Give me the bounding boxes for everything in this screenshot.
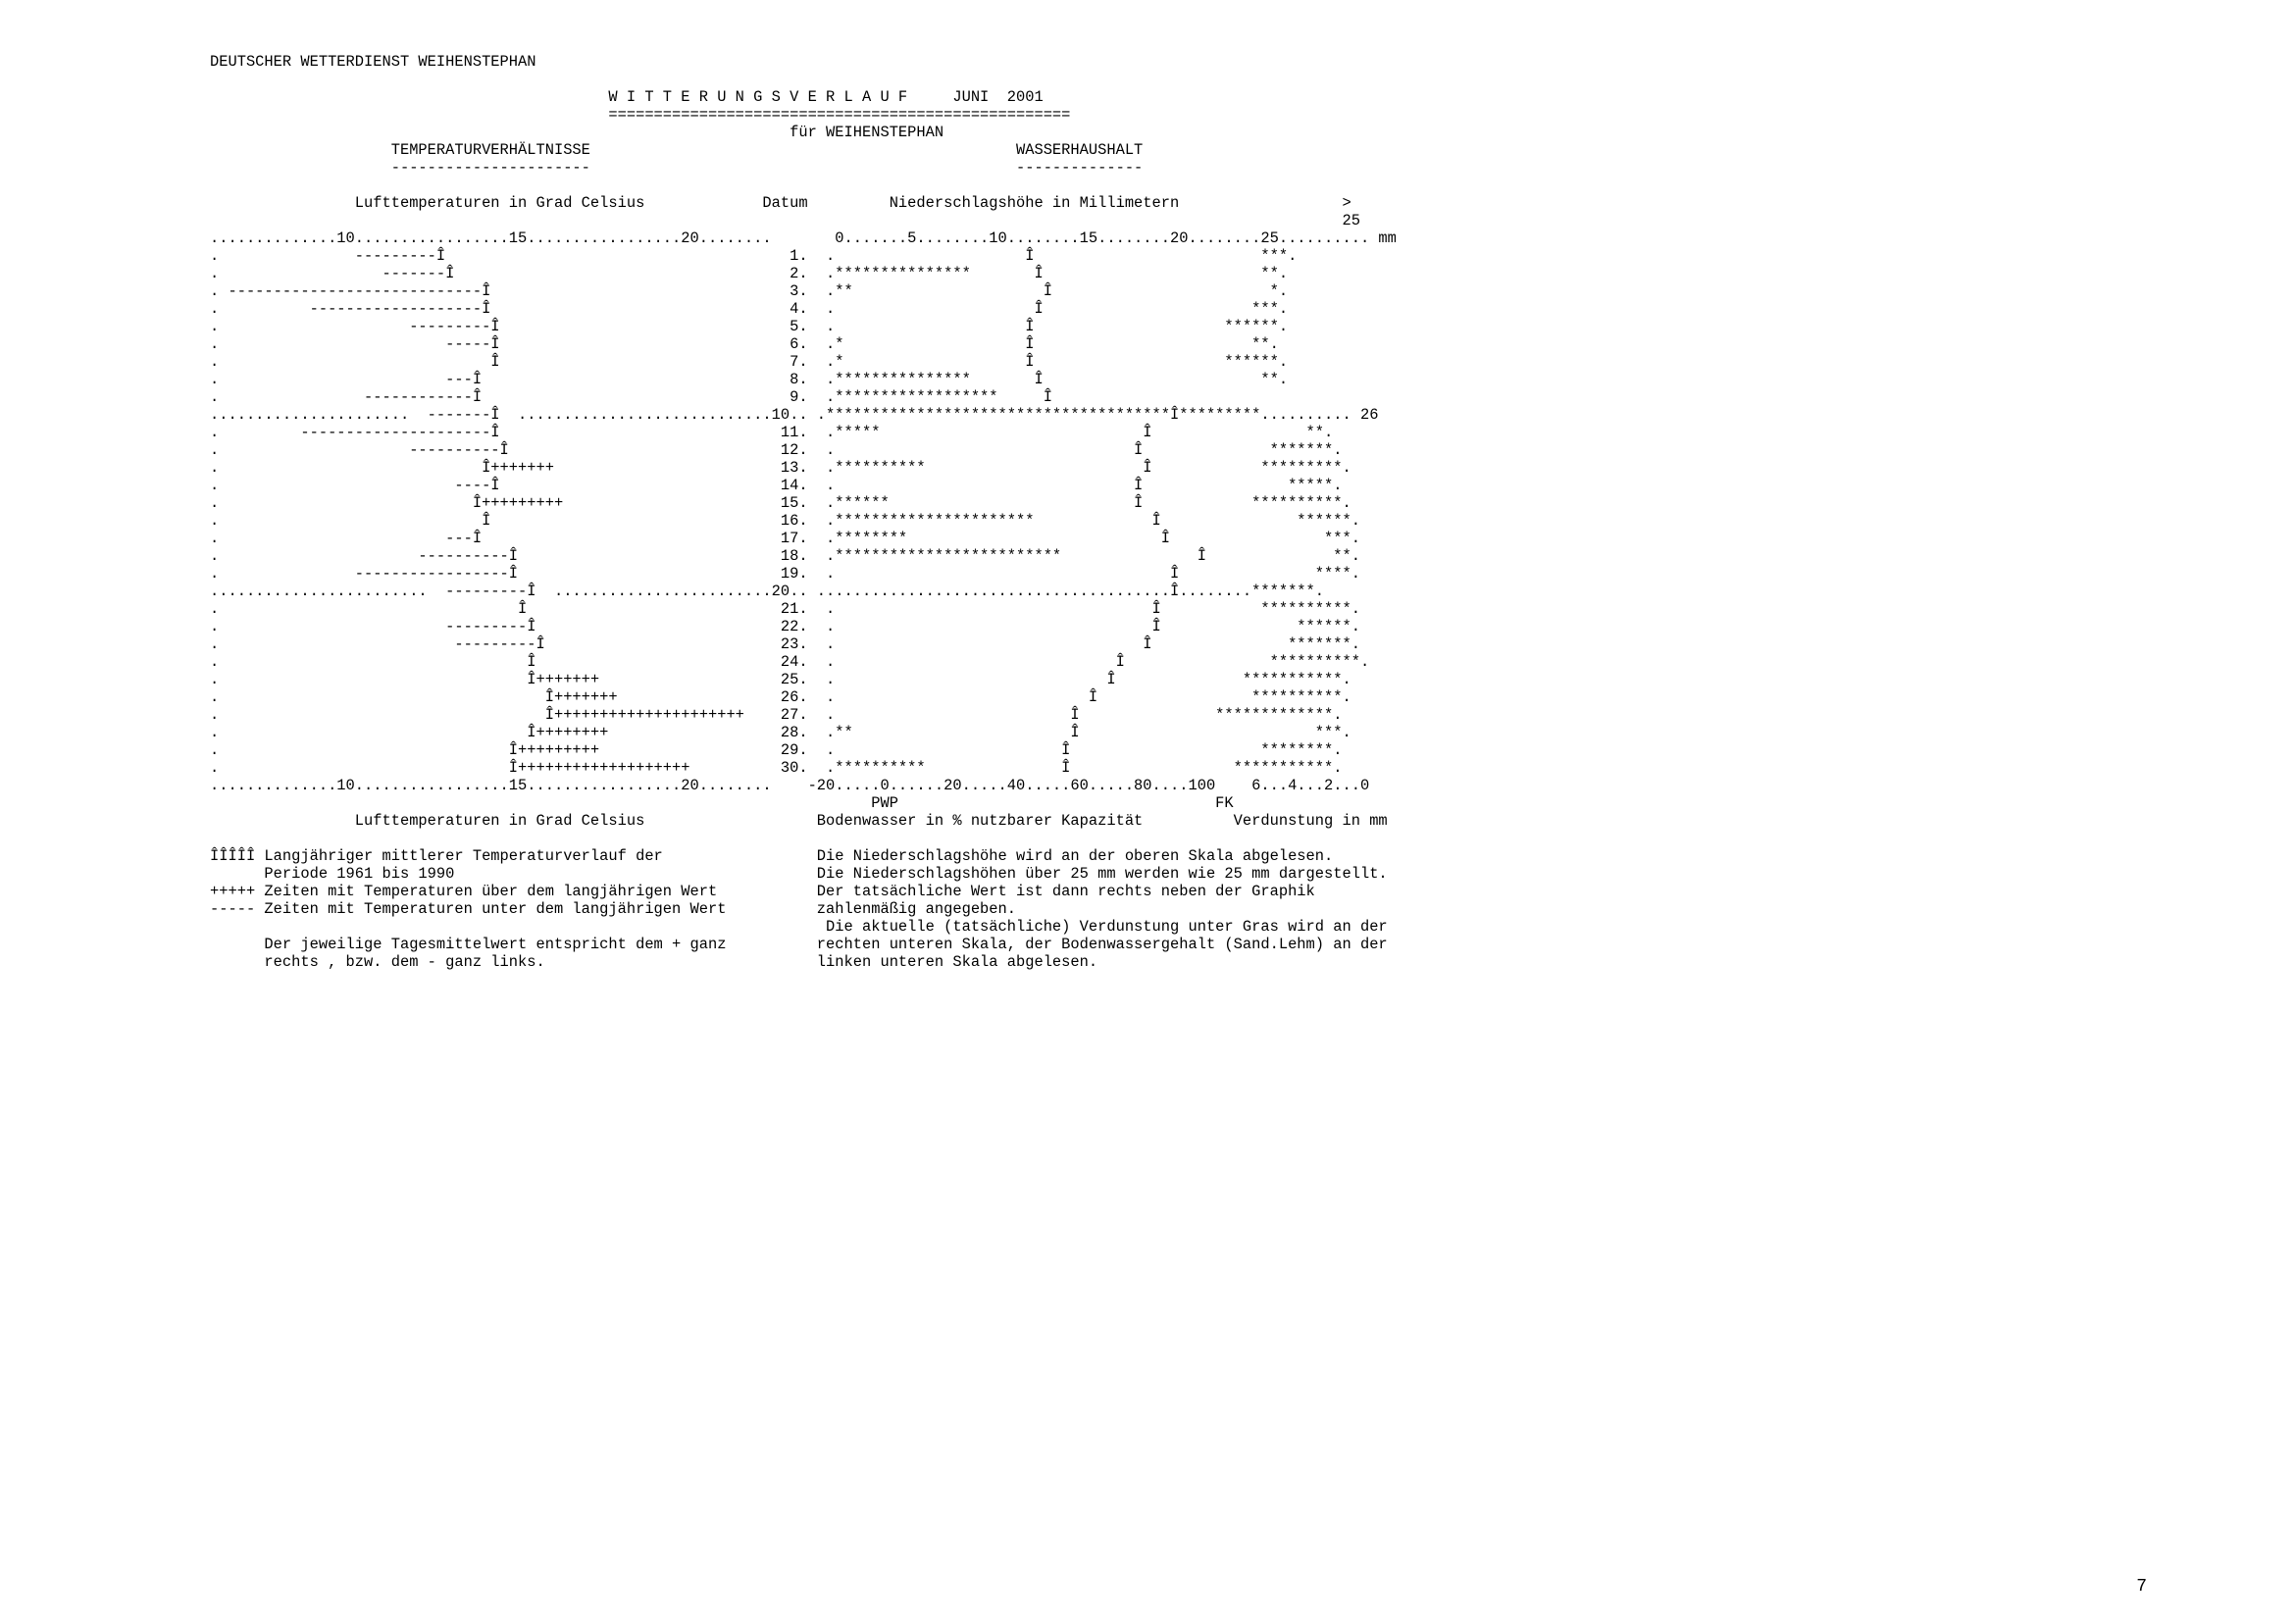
report-line: . ---Î 8. .*************** Î **. [210,371,1289,388]
report-line: . Î+++++++ 13. .********** Î *********. [210,459,1351,477]
report-line: ...................... -------Î ............................10.. .**************************************Î*********.......... 26 [210,406,1379,424]
report-line: Die aktuelle (tatsächliche) Verdunstung unter Gras wird an der [210,918,1388,936]
report-line: . ---------Î 23. . Î *******. [210,635,1360,653]
report-line: ..............10.................15.................20........ -20.....0......20.....40.....60.....80....100 6...4...2...0 [210,777,1370,794]
report-line: . -----------------Î 19. . Î ****. [210,565,1360,583]
report-line: ..............10.................15.................20........ 0.......5........10........15........20........25.......... mm [210,229,1397,247]
report-line: ----- Zeiten mit Temperaturen unter dem langjährigen Wert zahlenmäßig angegeben. [210,900,1016,918]
report-line: . ------------Î 9. .****************** Î [210,388,1052,406]
report-line: . Î+++++++++ 29. . Î ********. [210,741,1343,759]
report-line: ÎÎÎÎÎ Langjähriger mittlerer Temperaturverlauf der Die Niederschlagshöhe wird an der oberen Skala abgelesen. [210,847,1334,865]
report-line: rechts , bzw. dem - ganz links. linken unteren Skala abgelesen. [210,953,1098,971]
report-line: Periode 1961 bis 1990 Die Niederschlagshöhen über 25 mm werden wie 25 mm dargestellt. [210,865,1388,883]
report-line: W I T T E R U N G S V E R L A U F JUNI 2001 [210,88,1044,106]
report-line: . Î 24. . Î **********. [210,653,1370,671]
report-line: PWP FK [210,794,1234,812]
report-header: DEUTSCHER WETTERDIENST WEIHENSTEPHAN [210,53,536,71]
report-line: =================================================== [210,106,1071,124]
report-line: 25 [210,212,1360,229]
report-line: . ---Î 17. .******** Î ***. [210,530,1360,547]
report-line: . Î+++++++ 26. . Î **********. [210,688,1351,706]
report-line: ---------------------- -------------- [210,159,1144,177]
report-line: +++++ Zeiten mit Temperaturen über dem langjährigen Wert Der tatsächliche Wert ist dann rechts neben der Graphik [210,883,1315,900]
report-line: . ----------Î 18. .************************* Î **. [210,547,1360,565]
report-line: . -----Î 6. .* Î **. [210,335,1279,353]
report-line: . -------------------Î 4. . Î ***. [210,300,1289,318]
report-line: . ----Î 14. . Î *****. [210,477,1343,494]
report-line: . Î+++++++++++++++++++++ 27. . Î *************. [210,706,1343,724]
report-line: . ---------Î 1. . Î ***. [210,247,1298,265]
report-line: . ----------Î 12. . Î *******. [210,441,1343,459]
report-line: . -------Î 2. .*************** Î **. [210,265,1289,282]
report-line: . Î++++++++ 28. .** Î ***. [210,724,1351,741]
report-line: . Î 7. .* Î ******. [210,353,1289,371]
report-line: . Î+++++++++ 15. .****** Î **********. [210,494,1351,512]
report-line: . Î 21. . Î **********. [210,600,1360,618]
report-line: . Î 16. .********************** Î ******. [210,512,1360,530]
report-line: TEMPERATURVERHÄLTNISSE WASSERHAUSHALT [210,141,1144,159]
page-number: 7 [2136,1577,2147,1597]
report-line: Lufttemperaturen in Grad Celsius Datum Niederschlagshöhe in Millimetern > [210,194,1351,212]
report-line: ........................ ---------Î ........................20.. .......................................Î........*******. [210,583,1325,600]
report-line: . Î+++++++++++++++++++ 30. .********** Î ***********. [210,759,1343,777]
report-line: für WEIHENSTEPHAN [210,124,944,141]
report-line: Lufttemperaturen in Grad Celsius Bodenwasser in % nutzbarer Kapazität Verdunstung in mm [210,812,1388,830]
report-line: . Î+++++++ 25. . Î ***********. [210,671,1351,688]
report-line: . ---------Î 22. . Î ******. [210,618,1360,635]
report-line: . ----------------------------Î 3. .** Î *. [210,282,1289,300]
report-line: . ---------------------Î 11. .***** Î **. [210,424,1334,441]
report-line: . ---------Î 5. . Î ******. [210,318,1289,335]
report-line: Der jeweilige Tagesmittelwert entspricht dem + ganz rechten unteren Skala, der Bodenwassergehalt (Sand.Lehm) an der [210,936,1388,953]
